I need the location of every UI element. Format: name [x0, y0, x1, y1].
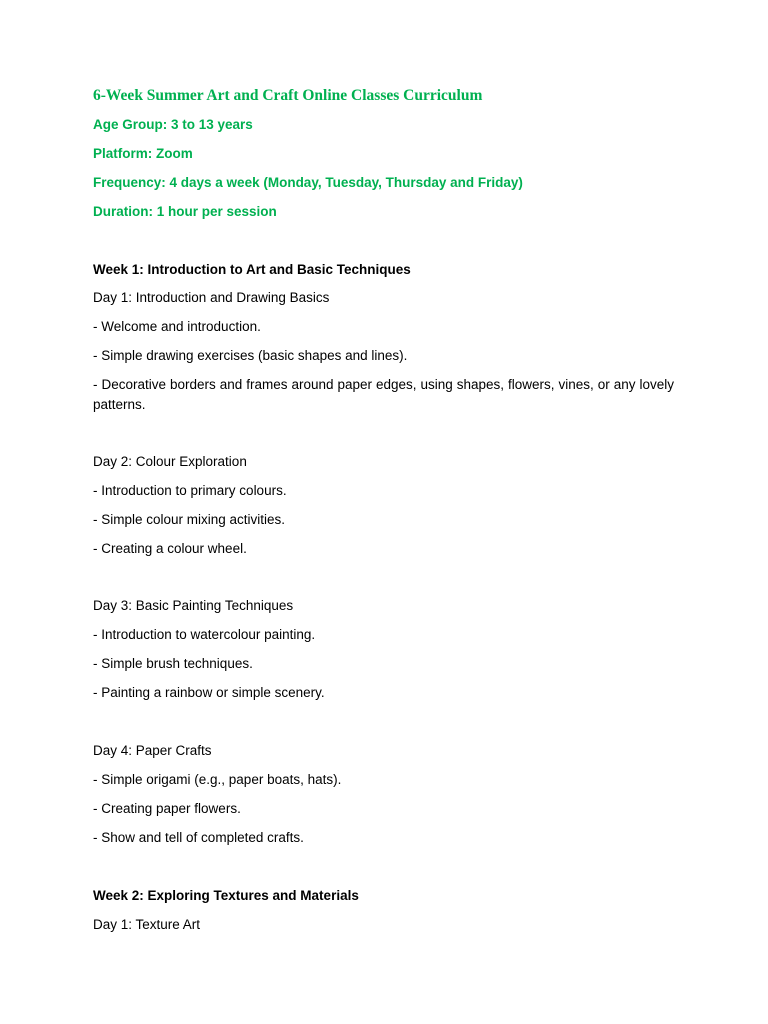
frequency-line: Frequency: 4 days a week (Monday, Tuesday, Thursday and Friday): [93, 175, 523, 190]
list-item: - Introduction to watercolour painting.: [93, 627, 316, 642]
document-title: 6-Week Summer Art and Craft Online Classes Curriculum: [93, 87, 483, 104]
list-item: - Simple brush techniques.: [93, 656, 253, 671]
list-item: - Painting a rainbow or simple scenery.: [93, 685, 325, 700]
week1-heading: Week 1: Introduction to Art and Basic Techniques: [93, 262, 411, 277]
list-item: - Creating paper flowers.: [93, 801, 241, 816]
duration-line: Duration: 1 hour per session: [93, 204, 277, 219]
list-item: - Creating a colour wheel.: [93, 541, 247, 556]
list-item: - Simple origami (e.g., paper boats, hats).: [93, 772, 342, 787]
list-item: - Simple drawing exercises (basic shapes and lines).: [93, 348, 408, 363]
list-item: - Decorative borders and frames around paper edges, using shapes, flowers, vines, or any lovely patterns.: [93, 377, 674, 412]
document-page: [93, 0, 674, 1024]
week2-heading: Week 2: Exploring Textures and Materials: [93, 888, 359, 903]
list-item: - Show and tell of completed crafts.: [93, 830, 304, 845]
list-item: - Welcome and introduction.: [93, 319, 261, 334]
platform-line: Platform: Zoom: [93, 146, 193, 161]
week1-day3-title: Day 3: Basic Painting Techniques: [93, 598, 294, 613]
week1-day2-title: Day 2: Colour Exploration: [93, 454, 247, 469]
week1-day4-title: Day 4: Paper Crafts: [93, 743, 212, 758]
list-item: - Simple colour mixing activities.: [93, 512, 286, 527]
age-group-line: Age Group: 3 to 13 years: [93, 117, 253, 132]
week1-day1-title: Day 1: Introduction and Drawing Basics: [93, 290, 330, 305]
week2-day1-title: Day 1: Texture Art: [93, 917, 201, 932]
list-item: - Introduction to primary colours.: [93, 483, 287, 498]
